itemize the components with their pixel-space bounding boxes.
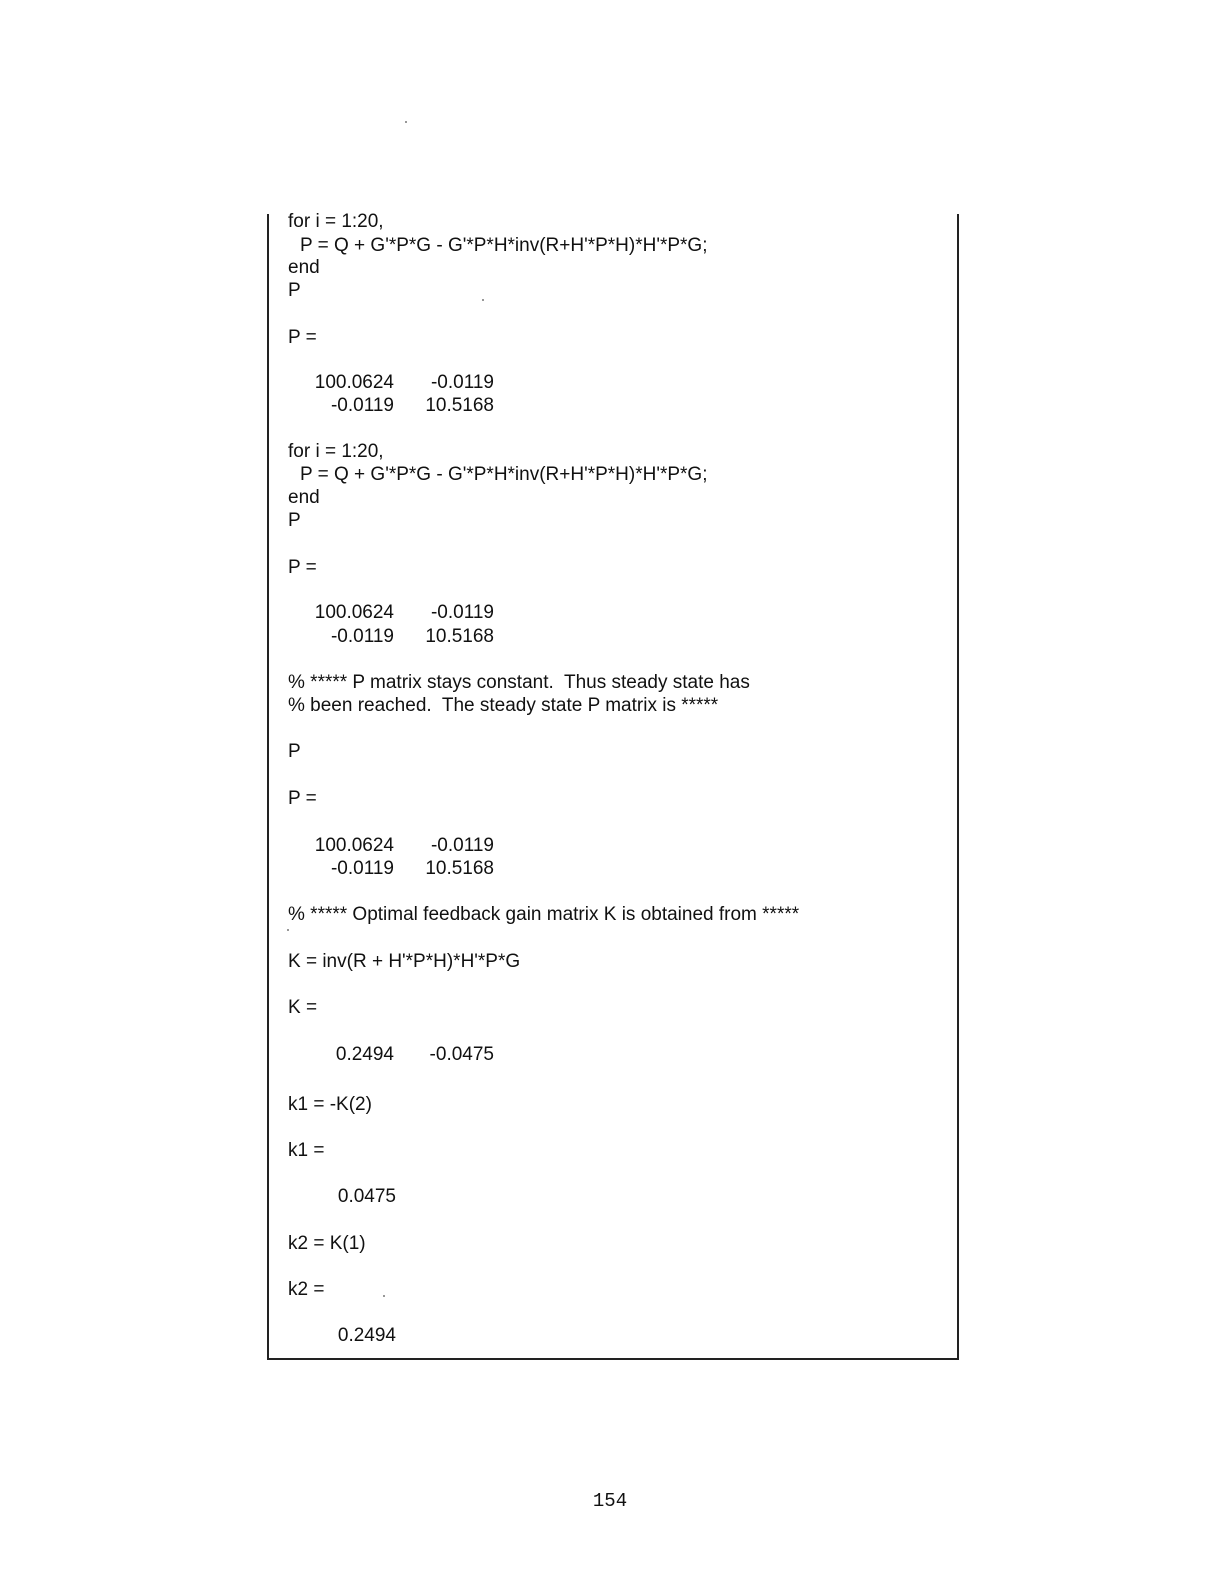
out1-r1c2: -0.0119 [430, 372, 494, 393]
k-command: K = inv(R + H'*P*H)*H'*P*G [288, 951, 521, 972]
k1-command: k1 = -K(2) [288, 1094, 372, 1115]
out3-r2c2: 10.5168 [425, 858, 494, 879]
loop2-end-line: end [288, 487, 320, 508]
out3-r1c2: -0.0119 [430, 835, 494, 856]
out1-r2c2: 10.5168 [425, 395, 494, 416]
k2-label: k2 = [288, 1279, 325, 1300]
loop1-for-line: for i = 1:20, [288, 211, 384, 232]
loop1-p-line: P [288, 280, 301, 301]
out1-r2c1: -0.0119 [330, 395, 394, 416]
loop2-p-line: P [288, 510, 301, 531]
comment1-line1: % ***** P matrix stays constant. Thus steady state has [288, 672, 750, 693]
loop1-riccati-line: P = Q + G'*P*G - G'*P*H*inv(R+H'*P*H)*H'*P*G; [300, 235, 708, 256]
k2-command: k2 = K(1) [288, 1233, 366, 1254]
out2-label: P = [288, 557, 317, 578]
comment2-line: % ***** Optimal feedback gain matrix K is obtained from ***** [288, 904, 800, 925]
p-command: P [288, 741, 301, 762]
k1-value: 0.0475 [337, 1186, 396, 1207]
out3-r2c1: -0.0119 [330, 858, 394, 879]
scan-speck [287, 929, 289, 931]
loop2-for-line: for i = 1:20, [288, 441, 384, 462]
out3-r1c1: 100.0624 [314, 835, 394, 856]
out3-label: P = [288, 788, 317, 809]
k-label: K = [288, 997, 318, 1018]
loop1-end-line: end [288, 257, 320, 278]
out2-r1c2: -0.0119 [430, 602, 494, 623]
out2-r2c1: -0.0119 [330, 626, 394, 647]
k-value-2: -0.0475 [429, 1044, 494, 1065]
scan-speck [405, 121, 407, 123]
out2-r2c2: 10.5168 [425, 626, 494, 647]
scan-speck [383, 1295, 385, 1297]
out2-r1c1: 100.0624 [314, 602, 394, 623]
out1-r1c1: 100.0624 [314, 372, 394, 393]
page-number: 154 [592, 1490, 628, 1512]
k-value-1: 0.2494 [335, 1044, 394, 1065]
loop2-riccati-line: P = Q + G'*P*G - G'*P*H*inv(R+H'*P*H)*H'*P*G; [300, 464, 708, 485]
out1-label: P = [288, 327, 317, 348]
k2-value: 0.2494 [337, 1325, 396, 1346]
comment1-line2: % been reached. The steady state P matrix is ***** [288, 695, 719, 716]
k1-label: k1 = [288, 1140, 325, 1161]
scan-speck [482, 299, 484, 301]
